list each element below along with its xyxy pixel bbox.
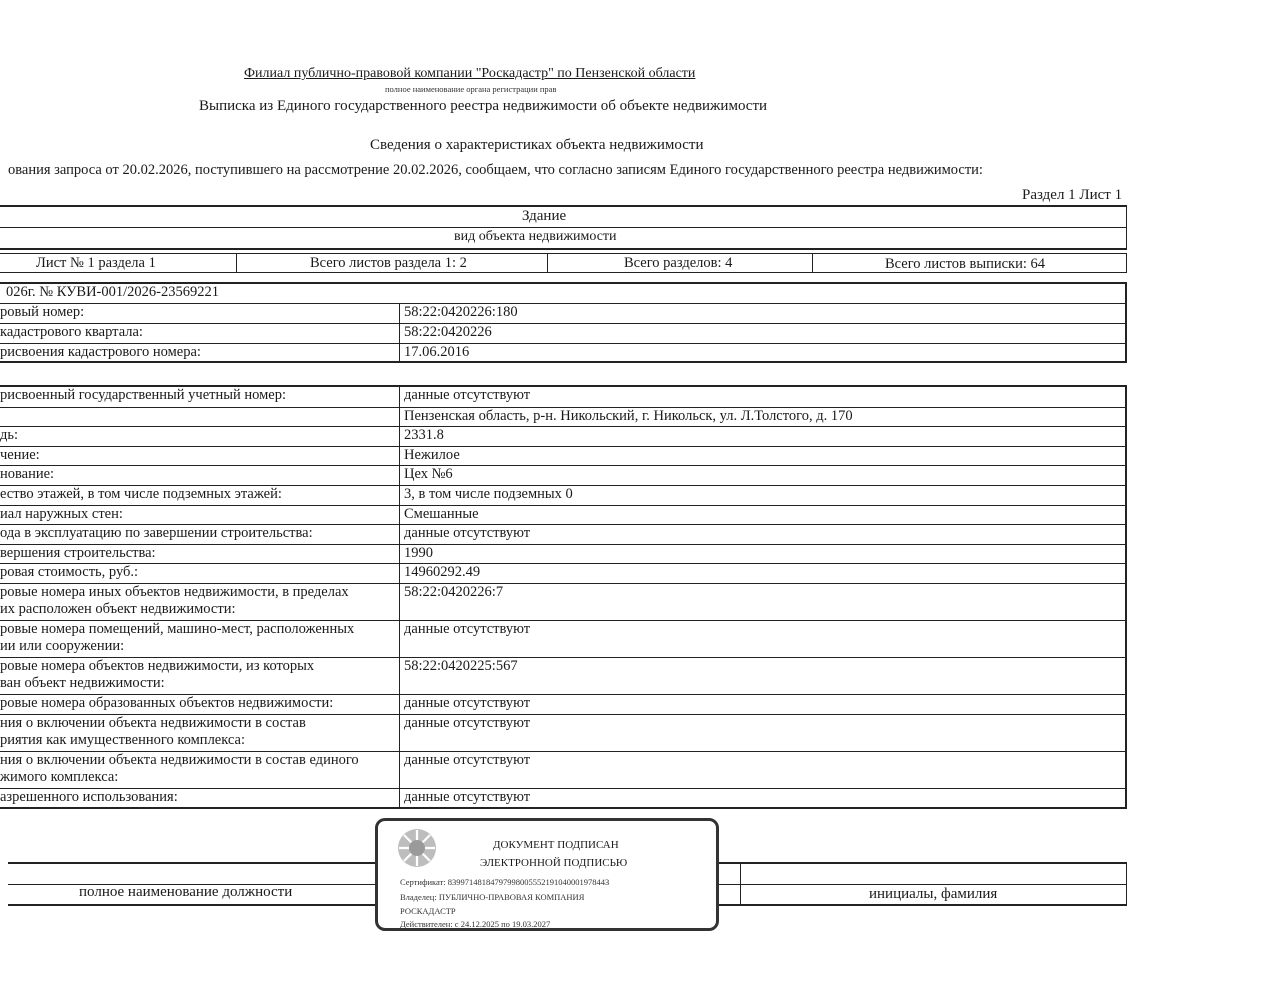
table-row <box>0 485 1125 505</box>
registry-table <box>0 282 1127 363</box>
rule <box>1126 205 1127 248</box>
row-label: иал наружных стен: <box>0 506 400 525</box>
table-row <box>0 387 1125 407</box>
table-row <box>0 657 1125 694</box>
row-label: рисвоения кадастрового номера: <box>0 344 400 363</box>
total-sections: Всего разделов: 4 <box>624 255 733 271</box>
table-row <box>0 505 1125 525</box>
row-label: чение: <box>0 447 400 466</box>
row-label <box>0 408 400 427</box>
rule <box>0 227 1127 228</box>
row-label: кадастрового квартала: <box>0 324 400 343</box>
table-row <box>0 788 1125 808</box>
object-kind: Здание <box>522 208 567 224</box>
registry-reference: 026г. № КУВИ-001/2026-23569221 <box>6 284 219 300</box>
row-value: данные отсутствуют <box>404 694 531 711</box>
row-value: данные отсутствуют <box>404 714 531 731</box>
stamp-owner-2: РОСКАДАСТР <box>400 906 456 916</box>
organization-name: Филиал публично-правовой компании "Роскадастр" по Пензенской области <box>244 66 696 81</box>
stamp-validity: Действителен: с 24.12.2025 по 19.03.2027 <box>400 919 551 929</box>
rule <box>740 862 741 904</box>
rule <box>1126 862 1127 904</box>
table-row <box>0 694 1125 714</box>
stamp-line2: ЭЛЕКТРОННОЙ ПОДПИСЬЮ <box>480 857 628 869</box>
document-title: Выписка из Единого государственного реестра недвижимости об объекте недвижимости <box>199 98 768 114</box>
cadastral-quarter: 58:22:0420226 <box>404 324 492 340</box>
row-value: Цех №6 <box>404 466 453 483</box>
emblem-icon <box>396 827 438 869</box>
sheet-info-row <box>0 253 1127 275</box>
request-text: ования запроса от 20.02.2026, поступившего на рассмотрение 20.02.2026, сообщаем, что согласно записям Единого государственного реестра недвижимости: <box>8 162 983 178</box>
table-row <box>0 323 1125 343</box>
rule <box>0 205 1127 207</box>
row-label: ество этажей, в том числе подземных этажей: <box>0 486 400 505</box>
table-row <box>0 524 1125 544</box>
row-value: 2331.8 <box>404 427 444 444</box>
row-label: ровые номера помещений, машино-мест, расположенных ии или сооружении: <box>0 621 400 657</box>
position-caption: полное наименование должности <box>79 884 293 900</box>
row-value: Смешанные <box>404 505 479 522</box>
stamp-owner: Владелец: ПУБЛИЧНО-ПРАВОВАЯ КОМПАНИЯ <box>400 892 585 902</box>
name-caption: инициалы, фамилия <box>869 886 998 902</box>
rule <box>0 248 1127 250</box>
table-row <box>0 343 1125 363</box>
row-label: ровые номера объектов недвижимости, из которых ван объект недвижимости: <box>0 658 400 694</box>
table-row <box>0 714 1125 751</box>
table-row <box>0 446 1125 466</box>
sheets-in-section: Всего листов раздела 1: 2 <box>310 255 467 271</box>
row-value: данные отсутствуют <box>404 620 531 637</box>
row-label: ровые номера иных объектов недвижимости, в пределах их расположен объект недвижимости: <box>0 584 400 620</box>
row-label: ода в эксплуатацию по завершении строительства: <box>0 525 400 544</box>
row-label: рисвоенный государственный учетный номер: <box>0 387 400 407</box>
table-row <box>0 465 1125 485</box>
row-value: данные отсутствуют <box>404 387 531 403</box>
row-label: нование: <box>0 466 400 485</box>
row-label: вершения строительства: <box>0 545 400 564</box>
table-row <box>0 620 1125 657</box>
stamp-line1: ДОКУМЕНТ ПОДПИСАН <box>493 839 619 851</box>
table-row <box>0 751 1125 788</box>
table-row <box>0 284 1125 303</box>
object-kind-caption: вид объекта недвижимости <box>454 229 617 244</box>
row-value: 1990 <box>404 544 433 561</box>
assignment-date: 17.06.2016 <box>404 344 470 360</box>
table-row <box>0 563 1125 583</box>
row-label: ния о включении объекта недвижимости в состав риятия как имущественного комплекса: <box>0 715 400 751</box>
row-value: данные отсутствуют <box>404 751 531 768</box>
table-row <box>0 303 1125 323</box>
table-row <box>0 426 1125 446</box>
row-value: 58:22:0420226:7 <box>404 583 504 600</box>
details-table <box>0 385 1127 809</box>
row-value: Пензенская область, р-н. Никольский, г. Никольск, ул. Л.Толстого, д. 170 <box>404 407 853 424</box>
row-label: ровая стоимость, руб.: <box>0 564 400 583</box>
document-subtitle: Сведения о характеристиках объекта недвижимости <box>370 137 704 153</box>
table-row <box>0 407 1125 427</box>
row-value: данные отсутствуют <box>404 525 531 542</box>
table-row <box>0 583 1125 620</box>
row-value: данные отсутствуют <box>404 788 531 805</box>
electronic-signature-stamp <box>375 818 719 931</box>
row-label: дь: <box>0 427 400 446</box>
row-value: 58:22:0420225:567 <box>404 657 518 674</box>
section-label: Раздел 1 Лист 1 <box>1022 187 1123 203</box>
sheet-number: Лист № 1 раздела 1 <box>36 255 156 271</box>
row-value: 14960292.49 <box>404 564 481 581</box>
table-row <box>0 544 1125 564</box>
row-label: ровые номера образованных объектов недвижимости: <box>0 695 400 714</box>
row-label: ровый номер: <box>0 304 400 323</box>
row-value: 3, в том числе подземных 0 <box>404 485 573 502</box>
organization-caption: полное наименование органа регистрации прав <box>385 84 557 94</box>
total-sheets: Всего листов выписки: 64 <box>885 256 1045 272</box>
stamp-certificate: Сертификат: 8399714818479799800555219104000197844З <box>400 877 610 887</box>
row-label: азрешенного использования: <box>0 789 400 808</box>
row-label: ния о включении объекта недвижимости в состав единого жимого комплекса: <box>0 752 400 788</box>
cadastral-number: 58:22:0420226:180 <box>404 304 518 320</box>
row-value: Нежилое <box>404 446 460 463</box>
